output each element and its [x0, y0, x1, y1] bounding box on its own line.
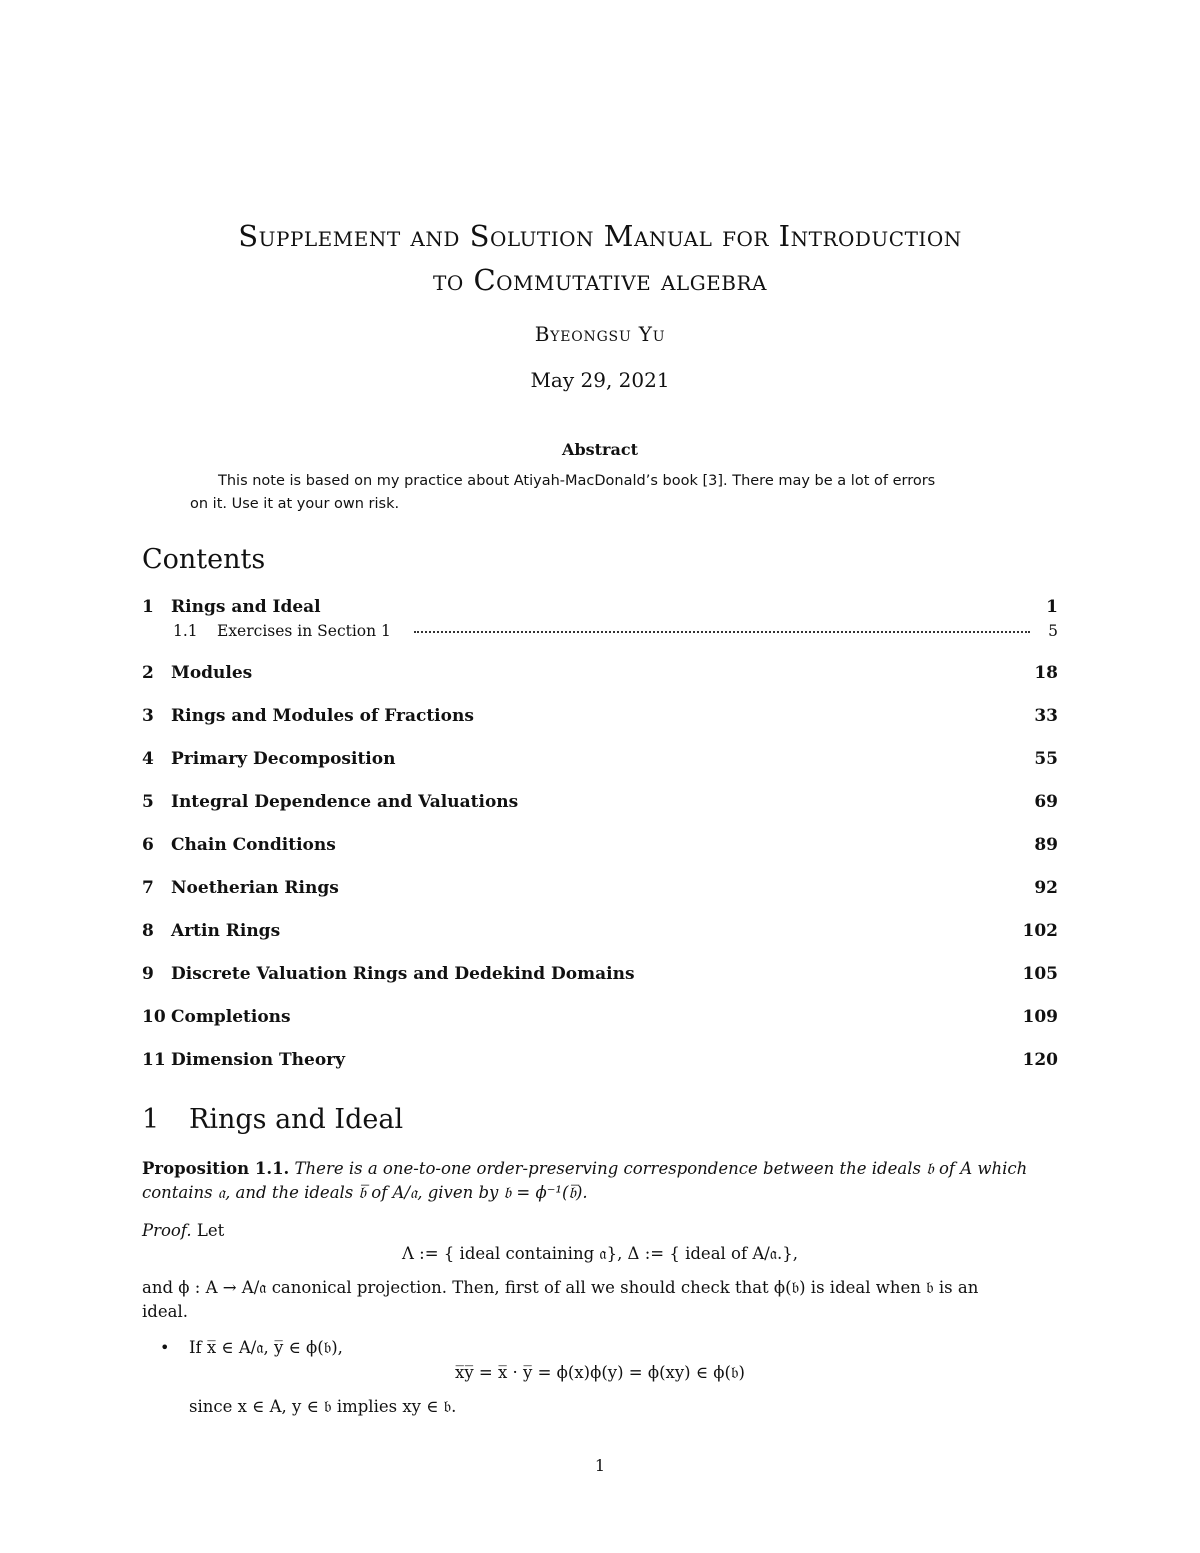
toc-entry-page: 55 [1034, 749, 1058, 769]
toc-entry-number: 7 [142, 878, 154, 898]
toc-entry-page: 33 [1034, 706, 1058, 726]
abstract-body [190, 470, 1020, 516]
toc-entry-page: 109 [1022, 1007, 1058, 1027]
toc-entry-label: Dimension Theory [171, 1050, 346, 1070]
toc-entry-number: 9 [142, 964, 154, 984]
contents-heading: Contents [142, 544, 266, 575]
toc-entry[interactable] [142, 964, 1058, 988]
abstract-line-2: on it. Use it at your own risk. [190, 496, 400, 512]
toc-entry-number: 6 [142, 835, 154, 855]
toc-entry-label: Primary Decomposition [171, 749, 396, 769]
toc-subentry-number: 1.1 [173, 622, 198, 640]
toc-entry-label: Completions [171, 1007, 291, 1027]
section-title: Rings and Ideal [189, 1104, 404, 1135]
toc-entry-number: 2 [142, 663, 154, 683]
toc-subentry-page: 5 [1048, 622, 1058, 640]
toc-entry[interactable] [142, 706, 1058, 730]
toc-entry-number: 8 [142, 921, 154, 941]
proposition-label: Proposition 1.1. [142, 1159, 290, 1178]
proof-paragraph-line-1: and ϕ : A → A/𝔞 canonical projection. Then, first of all we should check that ϕ(𝔟) is ideal when 𝔟 is an [142, 1278, 979, 1297]
toc-entry-page: 69 [1034, 792, 1058, 812]
toc-entry-page: 105 [1022, 964, 1058, 984]
document-title [100, 214, 1100, 302]
toc-entry-label: Integral Dependence and Valuations [171, 792, 519, 812]
abstract-line-1: This note is based on my practice about Atiyah-MacDonald’s book [3]. There may be a lot of errors [218, 473, 936, 489]
toc-subentry-label: Exercises in Section 1 [217, 622, 391, 640]
toc-entry[interactable] [142, 749, 1058, 773]
bullet-icon: • [160, 1338, 170, 1357]
toc-entry-number: 1 [142, 597, 154, 617]
proposition-text-line-1: There is a one-to-one order-preserving correspondence between the ideals 𝔟 of A which [294, 1159, 1028, 1178]
abstract-heading: Abstract [562, 440, 638, 459]
toc-entry[interactable] [142, 792, 1058, 816]
toc-entry[interactable] [142, 1007, 1058, 1031]
display-equation-1: Λ := { ideal containing 𝔞}, Δ := { ideal of A/𝔞.}, [402, 1244, 798, 1263]
toc-entry[interactable] [142, 835, 1058, 859]
proof-start [142, 1219, 224, 1243]
proof-paragraph [142, 1276, 1062, 1324]
title-line-2: to Commutative algebra [433, 263, 767, 297]
toc-entry-label: Rings and Ideal [171, 597, 321, 617]
toc-entry[interactable] [142, 878, 1058, 902]
toc-entry-label: Artin Rings [171, 921, 281, 941]
toc-entry-number: 4 [142, 749, 154, 769]
section-number: 1 [142, 1104, 160, 1135]
toc-entry[interactable] [142, 663, 1058, 687]
proof-paragraph-line-2: ideal. [142, 1302, 188, 1321]
toc-entry-page: 89 [1034, 835, 1058, 855]
toc-entry-label: Modules [171, 663, 253, 683]
toc-entry-number: 3 [142, 706, 154, 726]
toc-entry-number: 5 [142, 792, 154, 812]
toc-entry[interactable] [142, 921, 1058, 945]
toc-entry-label: Discrete Valuation Rings and Dedekind Domains [171, 964, 635, 984]
proposition-text-line-2: contains 𝔞, and the ideals 𝔟̅ of A/𝔞, given by 𝔟 = ϕ⁻¹(𝔟̅). [142, 1183, 588, 1202]
toc-entry-page: 18 [1034, 663, 1058, 683]
toc-entry-page: 102 [1022, 921, 1058, 941]
proof-label: Proof. [142, 1221, 192, 1240]
toc-entry-page: 1 [1046, 597, 1058, 617]
page-number: 1 [594, 1456, 606, 1475]
proof-let: Let [196, 1221, 225, 1240]
proposition [142, 1157, 1062, 1205]
toc-entry-label: Chain Conditions [171, 835, 336, 855]
toc-entry[interactable] [142, 597, 1058, 621]
display-equation-2: x̅y̅ = x̅ · y̅ = ϕ(x)ϕ(y) = ϕ(xy) ∈ ϕ(𝔟) [455, 1363, 745, 1382]
date: May 29, 2021 [530, 368, 670, 392]
toc-entry-page: 120 [1022, 1050, 1058, 1070]
toc-entry-page: 92 [1034, 878, 1058, 898]
toc-entry-number: 11 [142, 1050, 166, 1070]
toc-dot-leader [414, 631, 1030, 633]
since-text: since x ∈ A, y ∈ 𝔟 implies xy ∈ 𝔟. [189, 1397, 457, 1416]
title-line-1: Supplement and Solution Manual for Introduction [238, 219, 962, 253]
author: Byeongsu Yu [534, 322, 666, 346]
toc-subentry[interactable] [142, 622, 1058, 644]
toc-entry-number: 10 [142, 1007, 166, 1027]
toc-entry[interactable] [142, 1050, 1058, 1074]
toc-entry-label: Noetherian Rings [171, 878, 339, 898]
bullet-text: If x̅ ∈ A/𝔞, y̅ ∈ ϕ(𝔟), [189, 1338, 343, 1357]
toc-entry-label: Rings and Modules of Fractions [171, 706, 474, 726]
section-heading [142, 1104, 403, 1135]
